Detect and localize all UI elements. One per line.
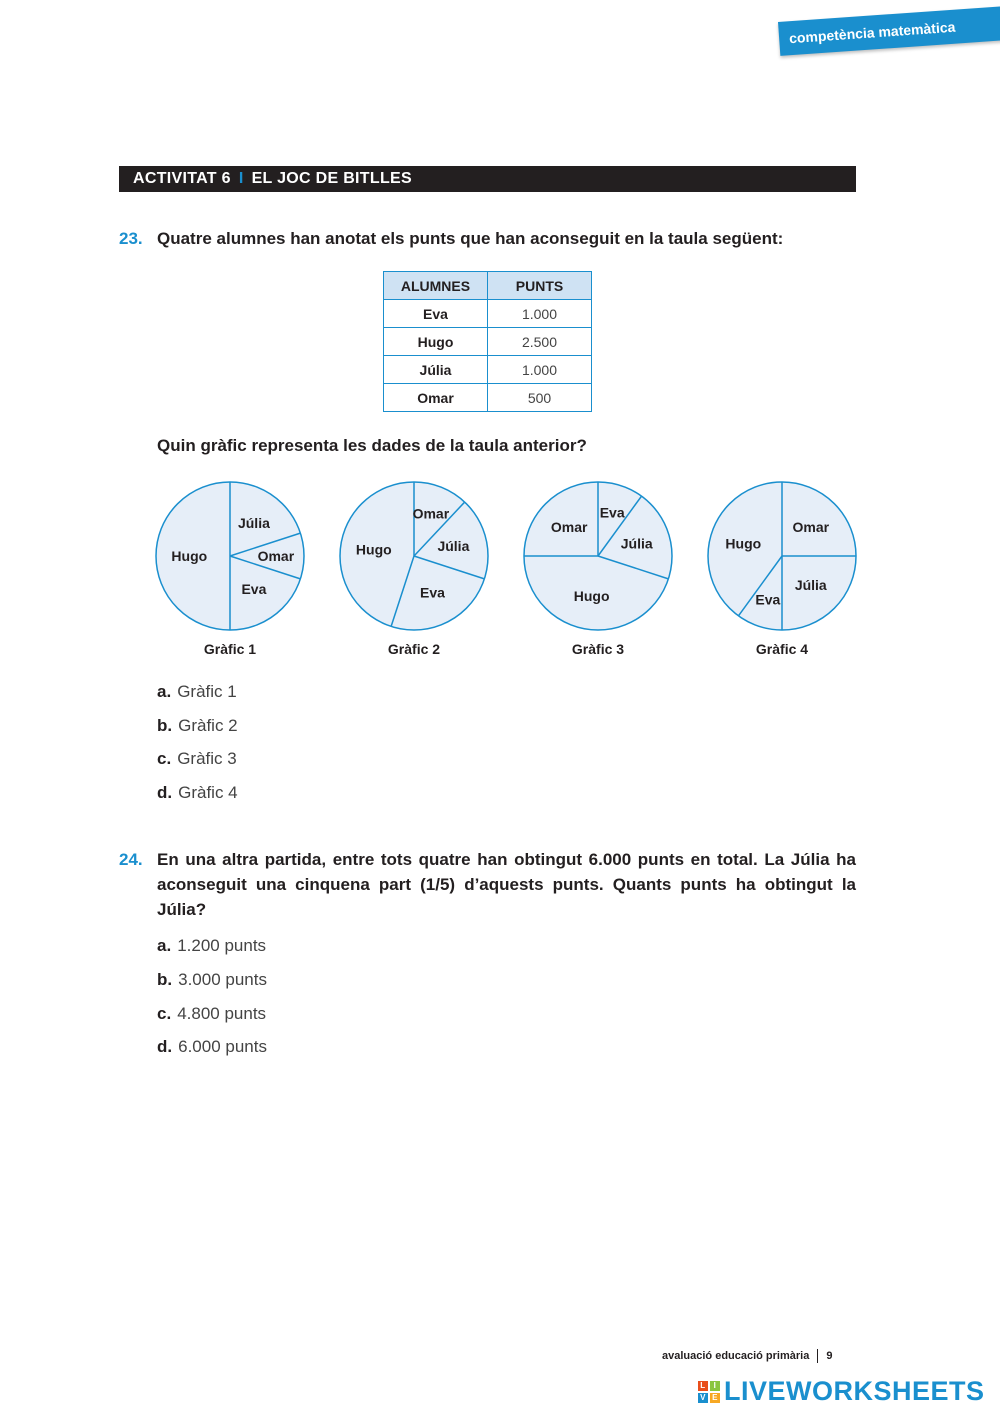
question-text: En una altra partida, entre tots quatre han obtingut 6.000 punts en total. La Júlia ha aconseguit una cinquena part (1/5) d’aquests punts. Quants punts ha obtingut la Júlia? (157, 850, 856, 919)
table-row (384, 356, 592, 384)
table-header: PUNTS (488, 272, 592, 300)
subquestion-text: Quin gràfic representa les dades de la taula anterior? (157, 436, 587, 455)
page-footer (662, 1349, 832, 1363)
pie-slice-label: Júlia (794, 576, 827, 593)
table-cell-name: Júlia (384, 356, 488, 384)
option-letter: d. (157, 783, 173, 802)
pie-slice-label: Eva (599, 504, 625, 521)
pie-slice-label: Omar (792, 519, 830, 536)
pie-chart-4 (708, 482, 856, 657)
option-d[interactable] (157, 1037, 267, 1057)
pie-charts (140, 470, 880, 670)
pie-slice-label: Omar (412, 505, 450, 522)
pie-caption: Gràfic 2 (387, 641, 441, 657)
table-cell-points: 500 (488, 384, 592, 412)
pie-slice-label: Hugo (355, 541, 392, 558)
pie-caption: Gràfic 3 (571, 641, 625, 657)
footer-divider (817, 1349, 818, 1363)
pie-slice-label: Júlia (237, 515, 270, 532)
question-number: 24. (119, 850, 143, 869)
activity-title: EL JOC DE BITLLES (251, 170, 412, 187)
pie-slice-label: Eva (420, 584, 445, 601)
pie-slice-label: Omar (257, 548, 295, 564)
option-text: 4.800 punts (177, 1004, 267, 1023)
pie-chart-2 (340, 482, 488, 657)
option-letter: d. (157, 1037, 173, 1056)
option-a[interactable] (157, 936, 266, 956)
option-letter: b. (157, 970, 173, 989)
footer-text: avaluació educació primària (662, 1349, 810, 1362)
pie-slice-label: Júlia (437, 537, 470, 554)
question-number: 23. (119, 229, 143, 248)
option-letter: a. (157, 682, 172, 701)
page-number: 9 (826, 1349, 833, 1362)
option-text: Gràfic 3 (177, 749, 237, 768)
question-text: Quatre alumnes han anotat els punts que han aconseguit en la taula següent: (157, 229, 784, 248)
option-d[interactable] (157, 783, 238, 803)
pie-caption: Gràfic 1 (203, 641, 257, 657)
brand-name: LIVEWORKSHEETS (724, 1376, 985, 1406)
option-text: 6.000 punts (178, 1037, 267, 1056)
table-cell-points: 1.000 (488, 356, 592, 384)
pie-slice-label: Eva (241, 580, 267, 597)
option-text: Gràfic 2 (178, 716, 238, 735)
pie-slice-label: Eva (755, 591, 781, 608)
table-cell-name: Hugo (384, 328, 488, 356)
option-b[interactable] (157, 716, 238, 736)
logo-letter: E (710, 1393, 720, 1403)
option-letter: c. (157, 1004, 172, 1023)
pie-chart-1 (156, 482, 304, 657)
option-text: Gràfic 1 (177, 682, 237, 701)
liveworksheets-brand (698, 1376, 985, 1407)
logo-letter: I (710, 1381, 720, 1391)
question-24 (119, 847, 856, 922)
pie-slice-label: Hugo (725, 535, 762, 552)
activity-header (119, 166, 856, 192)
option-text: 1.200 punts (177, 936, 267, 955)
option-letter: a. (157, 936, 172, 955)
option-c[interactable] (157, 1004, 266, 1024)
question-23 (119, 226, 783, 251)
option-b[interactable] (157, 970, 267, 990)
option-text: Gràfic 4 (178, 783, 238, 802)
pie-slice-label: Júlia (620, 535, 653, 552)
pie-caption: Gràfic 4 (755, 641, 809, 657)
pie-slice-label: Hugo (171, 548, 208, 564)
table-row (384, 300, 592, 328)
activity-label: ACTIVITAT 6 (133, 170, 231, 187)
pie-chart-3 (524, 482, 672, 657)
logo-letter: V (698, 1393, 708, 1403)
table-header-row (384, 272, 592, 300)
option-letter: c. (157, 749, 172, 768)
table-cell-name: Omar (384, 384, 488, 412)
option-c[interactable] (157, 749, 237, 769)
competence-tag: competència matemàtica (778, 6, 1000, 56)
option-letter: b. (157, 716, 173, 735)
logo-letter: L (698, 1381, 708, 1391)
pie-slice-label: Hugo (573, 588, 610, 605)
activity-separator: I (238, 170, 244, 187)
table-cell-name: Eva (384, 300, 488, 328)
table-cell-points: 2.500 (488, 328, 592, 356)
option-a[interactable] (157, 682, 237, 702)
table-cell-points: 1.000 (488, 300, 592, 328)
table-row (384, 328, 592, 356)
table-header: ALUMNES (384, 272, 488, 300)
pie-slice-label: Omar (550, 519, 588, 536)
brand-logo-icon (698, 1381, 720, 1403)
scores-table (383, 271, 592, 412)
option-text: 3.000 punts (178, 970, 267, 989)
table-row (384, 384, 592, 412)
